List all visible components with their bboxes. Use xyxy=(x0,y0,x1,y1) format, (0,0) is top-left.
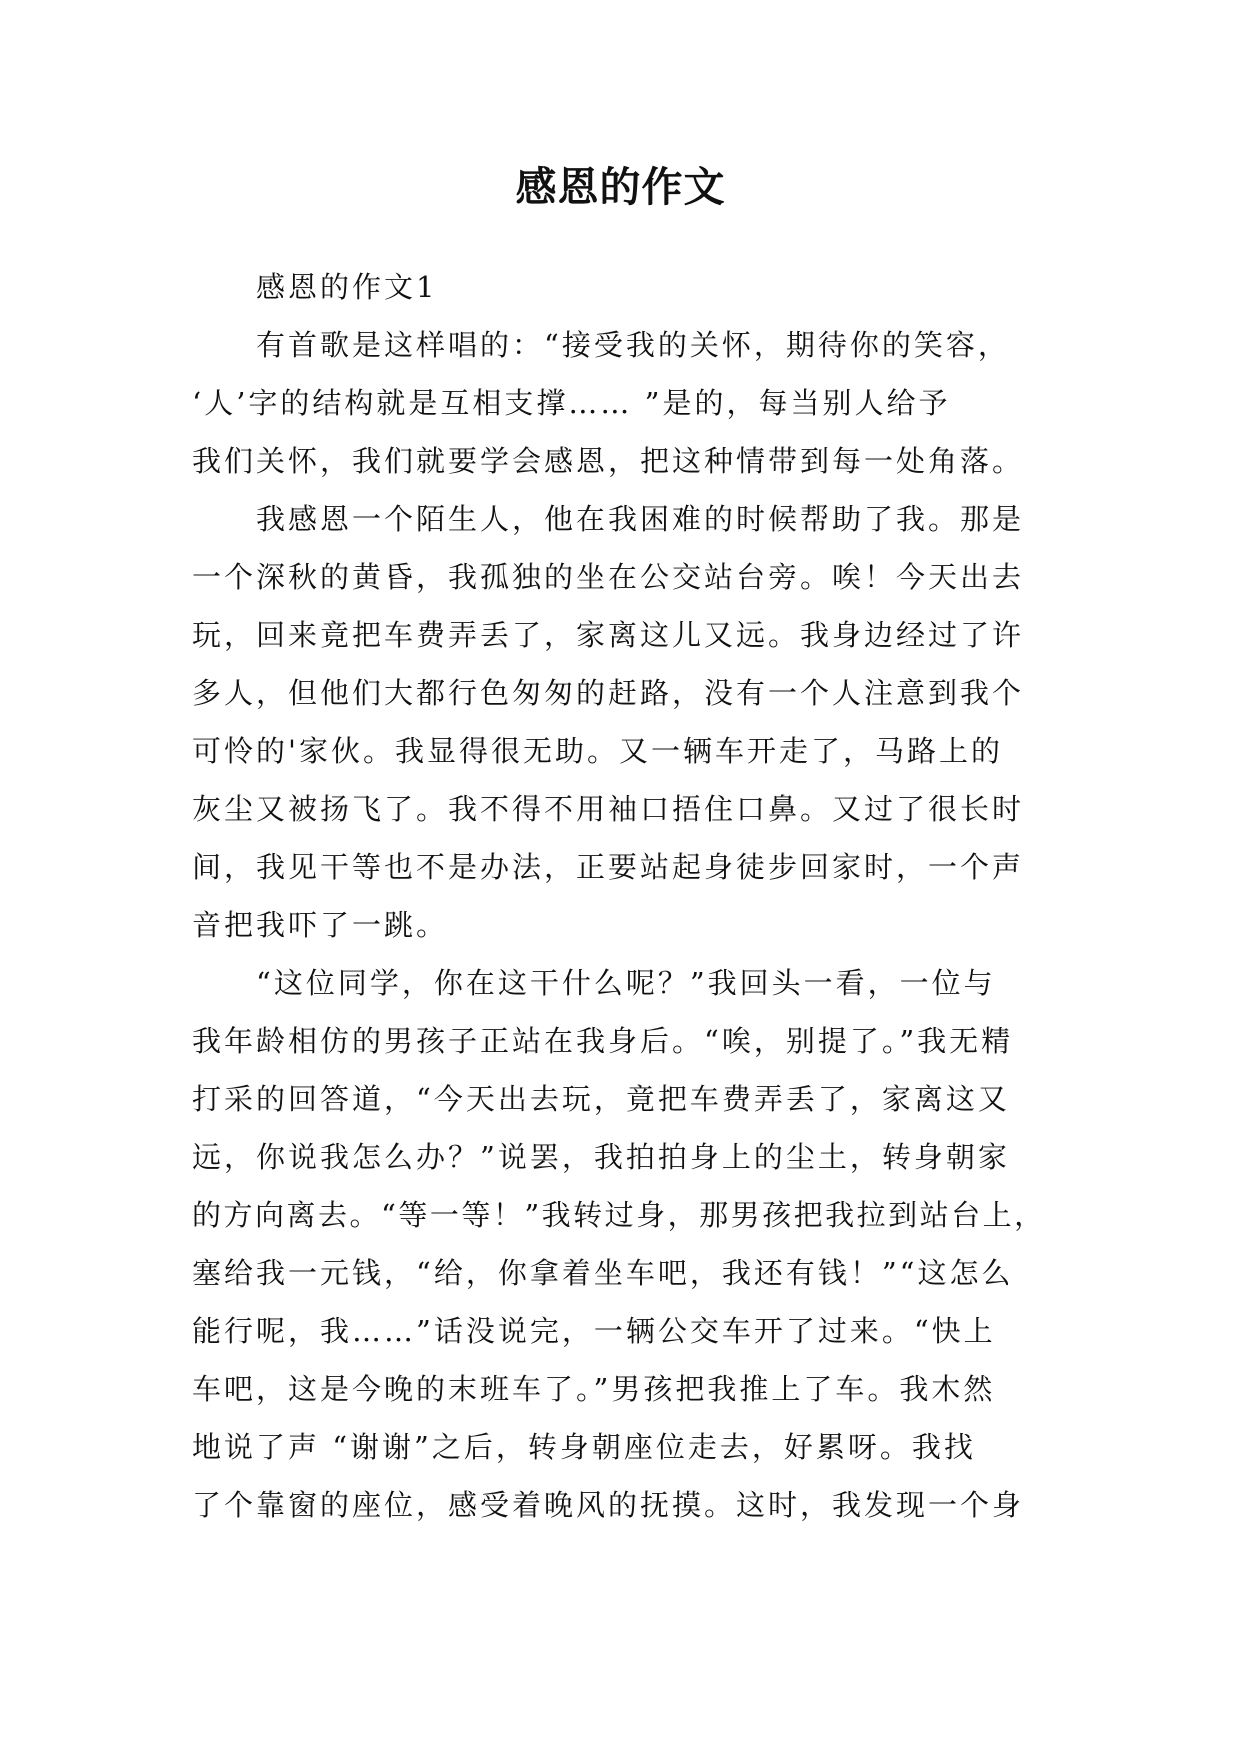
text-line: 我感恩一个陌生人，他在我困难的时候帮助了我。那是 xyxy=(256,502,1025,536)
document-body xyxy=(192,258,1048,1534)
text-line: 了个靠窗的座位，感受着晚风的抚摸。这时，我发现一个身 xyxy=(192,1488,1025,1522)
section-heading: 感恩的作文1 xyxy=(256,270,438,304)
text-line: 能行呢，我……”话没说完，一辆公交车开了过来。“快上 xyxy=(192,1314,996,1348)
text-line: 一个深秋的黄昏，我孤独的坐在公交站台旁。唉！今天出去 xyxy=(192,560,1025,594)
text-line: 塞给我一元钱，“给，你拿着坐车吧，我还有钱！”“这怎么 xyxy=(192,1256,1014,1290)
text-line: 可怜的'家伙。我显得很无助。又一辆车开走了，马路上的 xyxy=(192,734,1003,768)
text-line: 灰尘又被扬飞了。我不得不用袖口捂住口鼻。又过了很长时 xyxy=(192,792,1025,826)
text-line: 间，我见干等也不是办法，正要站起身徒步回家时，一个声 xyxy=(192,850,1025,884)
text-line: “这位同学，你在这干什么呢？”我回头一看，一位与 xyxy=(256,966,996,1000)
text-line: 的方向离去。“等一等！”我转过身，那男孩把我拉到站台上， xyxy=(192,1198,1046,1232)
text-line: 地说了声 “谢谢”之后，转身朝座位走去，好累呀。我找 xyxy=(192,1430,976,1464)
text-line: ‘人’字的结构就是互相支撑…… ”是的，每当别人给予 xyxy=(192,386,951,420)
text-line: 音把我吓了一跳。 xyxy=(192,908,449,942)
text-line: 我年龄相仿的男孩子正站在我身后。“唉，别提了。”我无精 xyxy=(192,1024,1014,1058)
text-line: 玩，回来竟把车费弄丢了，家离这儿又远。我身边经过了许 xyxy=(192,618,1025,652)
document-title: 感恩的作文 xyxy=(515,163,726,211)
text-line: 我们关怀，我们就要学会感恩，把这种情带到每一处角落。 xyxy=(192,444,1025,478)
text-line: 远，你说我怎么办？”说罢，我拍拍身上的尘土，转身朝家 xyxy=(192,1140,1010,1174)
text-line: 打采的回答道，“今天出去玩，竟把车费弄丢了，家离这又 xyxy=(192,1082,1010,1116)
text-line: 车吧，这是今晚的末班车了。”男孩把我推上了车。我木然 xyxy=(192,1372,996,1406)
text-line: 多人，但他们大都行色匆匆的赶路，没有一个人注意到我个 xyxy=(192,676,1025,710)
text-line: 有首歌是这样唱的：“接受我的关怀，期待你的笑容， xyxy=(256,328,1010,362)
